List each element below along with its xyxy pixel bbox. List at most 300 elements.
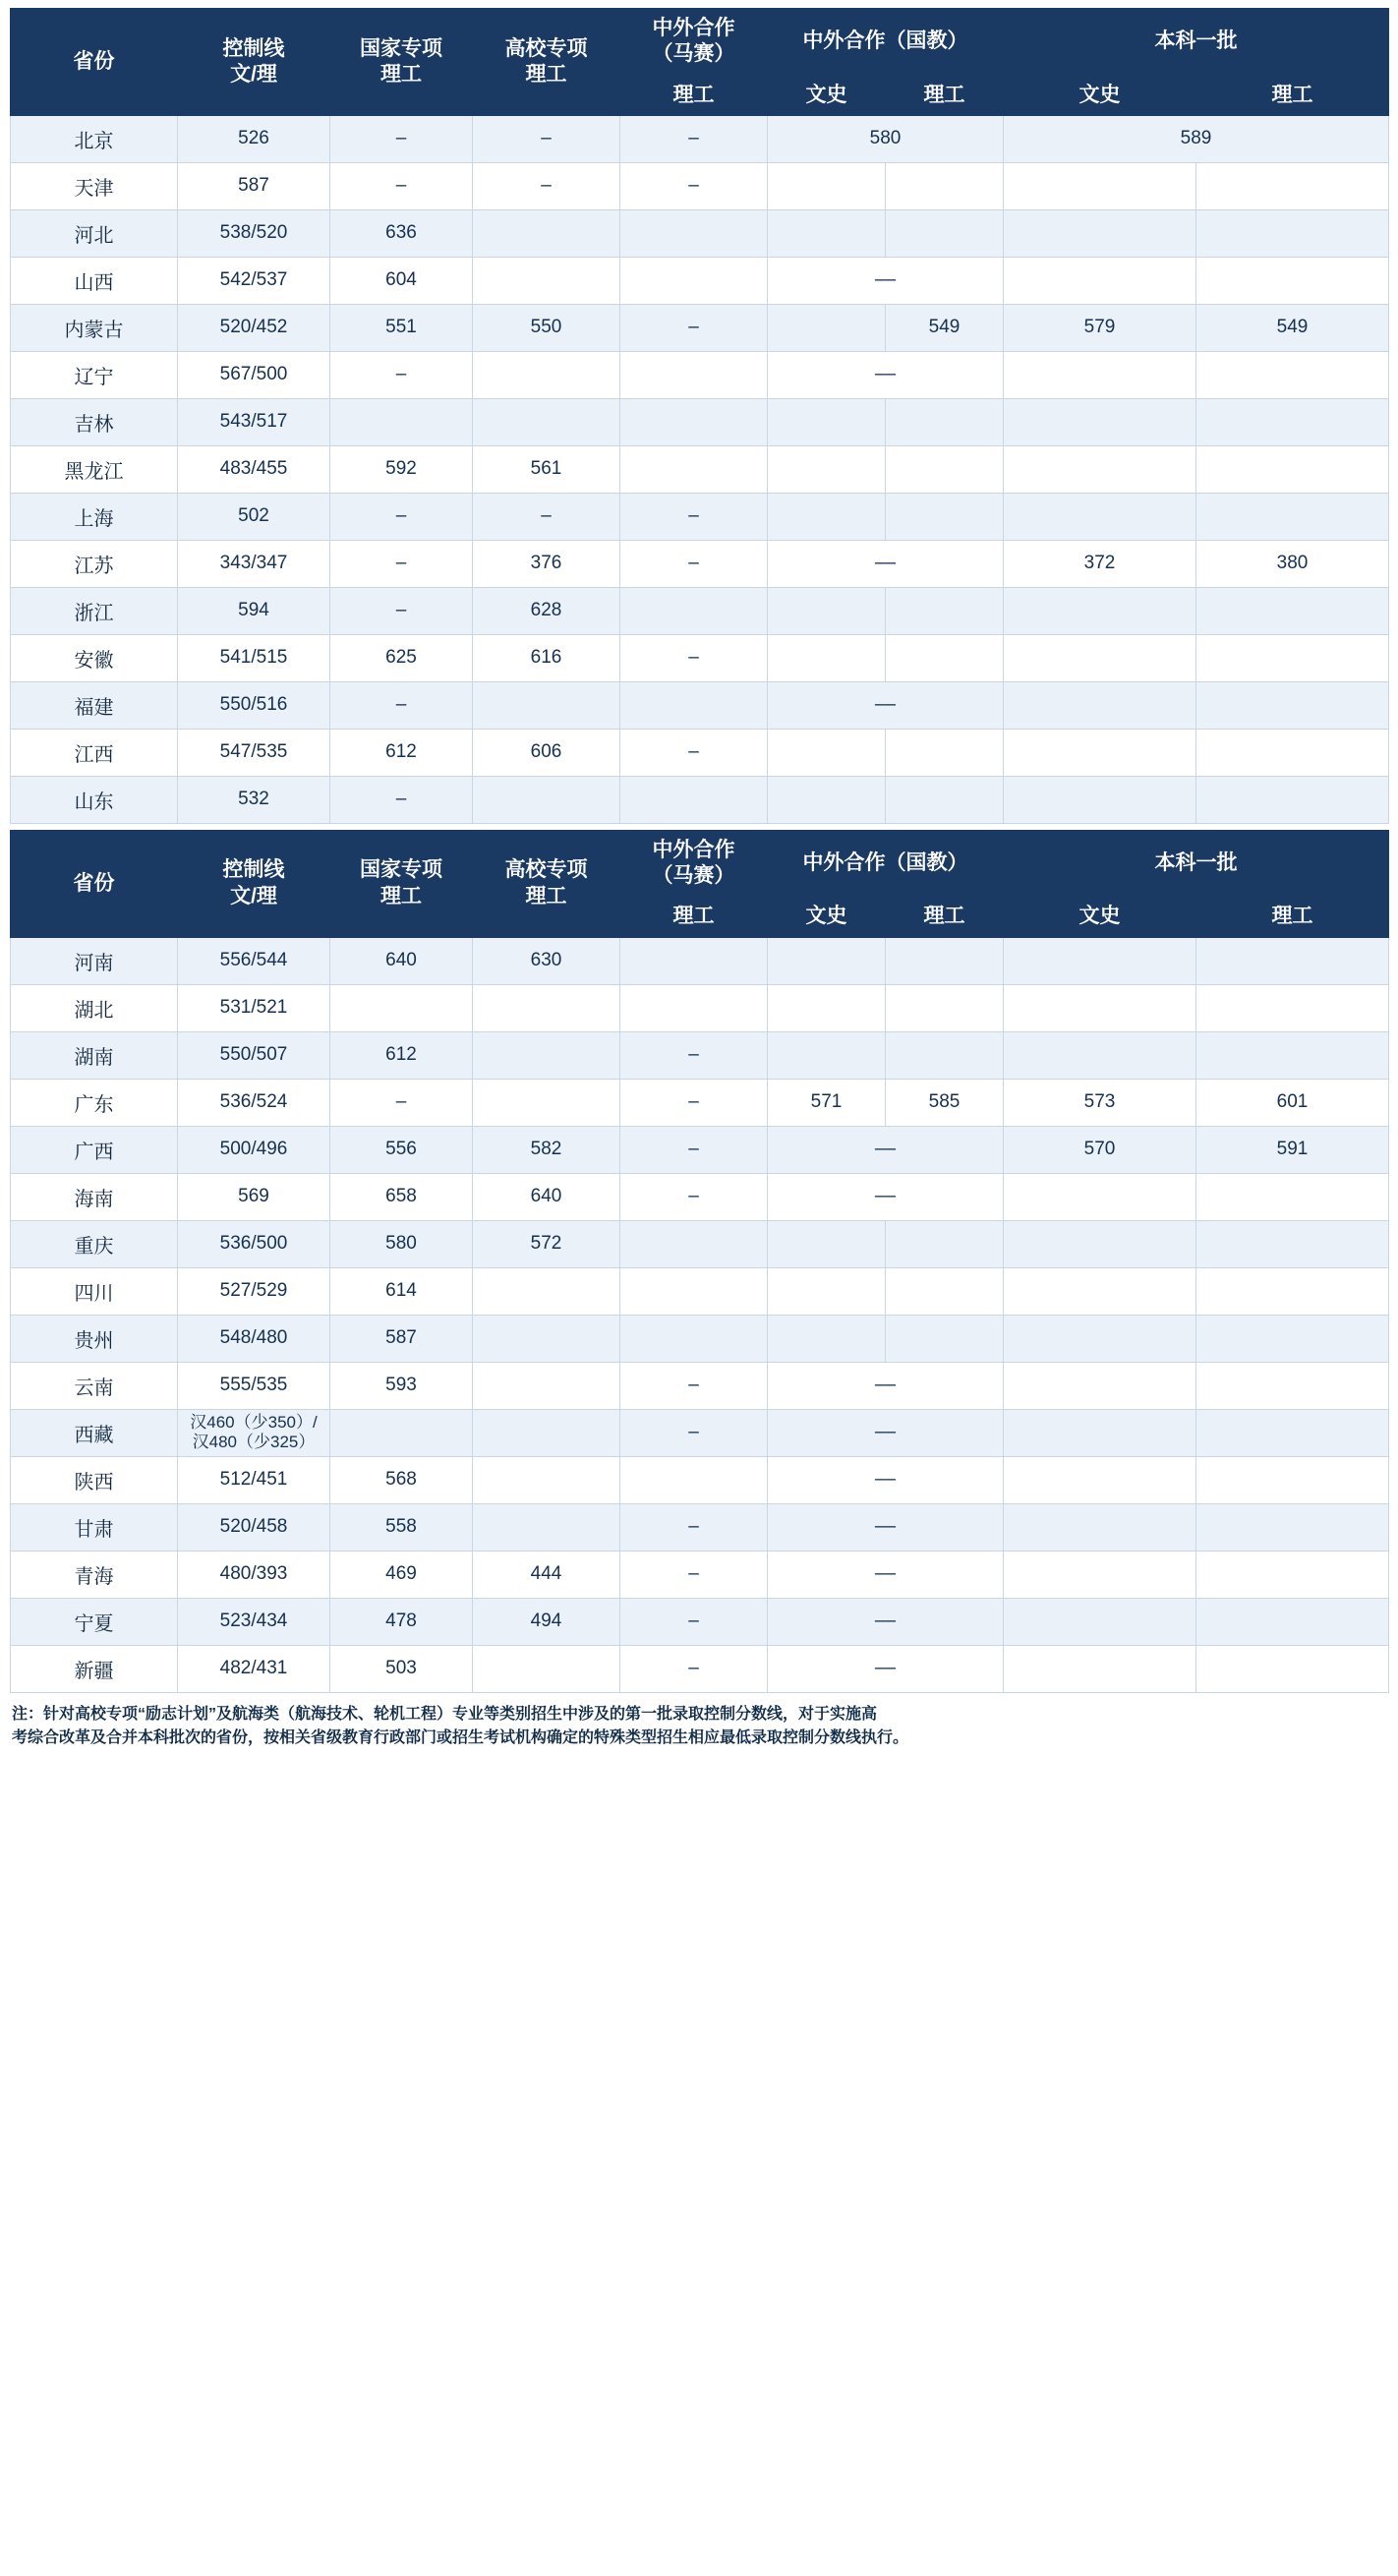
header-national-special-2 — [330, 830, 473, 937]
cell-university-special — [473, 984, 620, 1031]
cell-coop-marseille — [620, 937, 768, 984]
cell-coop-marseille: – — [620, 1031, 768, 1079]
cell-control-line: 542/537 — [178, 257, 330, 304]
header-control-line-line2: 文/理 — [230, 62, 277, 86]
cell-control-line: 538/520 — [178, 209, 330, 257]
cell-coop-guojiao-merged: –– — [768, 1409, 1004, 1456]
header-coop-marseille-2-line2: （马赛） — [652, 864, 735, 887]
header-national-special-line1: 国家专项 — [360, 36, 442, 60]
cell-national-special: 658 — [330, 1173, 473, 1220]
cell-coop-marseille: – — [620, 1598, 768, 1645]
header-coop-guojiao-wenshi: 文史 — [768, 75, 886, 115]
cell-province: 海南 — [11, 1173, 178, 1220]
table-row — [11, 937, 1389, 984]
cell-control-line: 555/535 — [178, 1362, 330, 1409]
cell-university-special — [473, 257, 620, 304]
cell-university-special — [473, 1079, 620, 1126]
header-province-2: 省份 — [11, 830, 178, 937]
cell-coop-guojiao-wenshi — [768, 634, 886, 681]
cell-control-line: 536/524 — [178, 1079, 330, 1126]
admission-score-table-block2 — [10, 830, 1389, 1693]
cell-national-special — [330, 1409, 473, 1456]
cell-coop-guojiao-ligong — [886, 937, 1004, 984]
cell-national-special: – — [330, 587, 473, 634]
cell-control-line: 523/434 — [178, 1598, 330, 1645]
cell-province: 甘肃 — [11, 1503, 178, 1551]
cell-benke-ligong — [1196, 162, 1389, 209]
cell-coop-guojiao-wenshi — [768, 984, 886, 1031]
cell-national-special: 612 — [330, 1031, 473, 1079]
cell-benke-ligong — [1196, 776, 1389, 823]
table-row — [11, 1409, 1389, 1456]
header-coop-marseille-sub-2: 理工 — [620, 897, 768, 937]
cell-coop-marseille: – — [620, 540, 768, 587]
cell-control-line: 550/507 — [178, 1031, 330, 1079]
table-body-block1 — [11, 115, 1389, 823]
cell-benke-wenshi — [1004, 162, 1196, 209]
cell-benke-wenshi — [1004, 634, 1196, 681]
cell-university-special — [473, 1503, 620, 1551]
header-university-special-line2: 理工 — [525, 62, 567, 86]
cell-national-special: – — [330, 1079, 473, 1126]
cell-university-special: 376 — [473, 540, 620, 587]
cell-national-special: 640 — [330, 937, 473, 984]
cell-coop-marseille — [620, 587, 768, 634]
cell-benke-wenshi — [1004, 776, 1196, 823]
cell-coop-marseille — [620, 1456, 768, 1503]
cell-coop-guojiao-wenshi — [768, 162, 886, 209]
cell-university-special: 616 — [473, 634, 620, 681]
cell-coop-guojiao-merged: –– — [768, 351, 1004, 398]
header-coop-marseille — [620, 9, 768, 76]
cell-control-line: 594 — [178, 587, 330, 634]
header-university-special-2-line1: 高校专项 — [504, 858, 588, 882]
cell-coop-marseille — [620, 1315, 768, 1362]
cell-university-special: 550 — [473, 304, 620, 351]
header-coop-marseille-2-line1: 中外合作 — [652, 838, 735, 861]
header-national-special-2-line2: 理工 — [380, 884, 422, 907]
cell-national-special: – — [330, 540, 473, 587]
cell-control-line-part2: 汉480（少325） — [192, 1433, 316, 1451]
cell-control-line: 532 — [178, 776, 330, 823]
cell-control-line: 520/452 — [178, 304, 330, 351]
cell-coop-guojiao-merged: –– — [768, 1645, 1004, 1692]
cell-province: 四川 — [11, 1267, 178, 1315]
table-row — [11, 1551, 1389, 1598]
header-coop-marseille-2 — [620, 830, 768, 897]
header-coop-marseille-line1: 中外合作 — [652, 17, 735, 39]
header-university-special-2-line2: 理工 — [525, 884, 567, 907]
cell-coop-guojiao-ligong — [886, 1267, 1004, 1315]
cell-province: 河南 — [11, 937, 178, 984]
cell-benke-wenshi — [1004, 1456, 1196, 1503]
cell-coop-guojiao-merged: –– — [768, 1362, 1004, 1409]
table-row — [11, 445, 1389, 493]
cell-control-line: 520/458 — [178, 1503, 330, 1551]
cell-coop-guojiao-wenshi — [768, 445, 886, 493]
cell-control-line: 500/496 — [178, 1126, 330, 1173]
cell-coop-marseille: – — [620, 115, 768, 162]
cell-province: 广西 — [11, 1126, 178, 1173]
cell-university-special — [473, 209, 620, 257]
header-benke-first-2: 本科一批 — [1004, 830, 1389, 897]
cell-province: 江西 — [11, 729, 178, 776]
cell-control-line: 541/515 — [178, 634, 330, 681]
cell-national-special: 556 — [330, 1126, 473, 1173]
table-row — [11, 776, 1389, 823]
header-coop-marseille-sub: 理工 — [620, 75, 768, 115]
cell-benke-wenshi: 573 — [1004, 1079, 1196, 1126]
header-national-special-line2: 理工 — [380, 62, 422, 86]
cell-benke-ligong — [1196, 1409, 1389, 1456]
cell-province: 青海 — [11, 1551, 178, 1598]
cell-benke-ligong — [1196, 1220, 1389, 1267]
cell-university-special: 572 — [473, 1220, 620, 1267]
cell-benke-ligong — [1196, 1031, 1389, 1079]
cell-benke-ligong — [1196, 634, 1389, 681]
cell-benke-wenshi — [1004, 1551, 1196, 1598]
cell-province: 宁夏 — [11, 1598, 178, 1645]
cell-national-special: 604 — [330, 257, 473, 304]
cell-benke-ligong — [1196, 1173, 1389, 1220]
cell-benke-wenshi — [1004, 1267, 1196, 1315]
cell-coop-guojiao-ligong: 549 — [886, 304, 1004, 351]
cell-national-special: 551 — [330, 304, 473, 351]
cell-coop-guojiao-ligong — [886, 1220, 1004, 1267]
cell-benke-wenshi — [1004, 1173, 1196, 1220]
cell-control-line: 548/480 — [178, 1315, 330, 1362]
table-row — [11, 115, 1389, 162]
cell-benke-wenshi — [1004, 1503, 1196, 1551]
cell-control-line: 483/455 — [178, 445, 330, 493]
cell-province: 重庆 — [11, 1220, 178, 1267]
cell-national-special: – — [330, 681, 473, 729]
footnote-line-1: 注：针对高校专项“励志计划”及航海类（航海技术、轮机工程）专业等类别招生中涉及的第一批录取控制分数线，对于实施高 — [12, 1705, 878, 1723]
cell-coop-marseille: – — [620, 304, 768, 351]
cell-province: 安徽 — [11, 634, 178, 681]
cell-coop-guojiao-wenshi — [768, 209, 886, 257]
cell-national-special: – — [330, 776, 473, 823]
cell-coop-guojiao-wenshi — [768, 937, 886, 984]
cell-coop-guojiao-wenshi — [768, 493, 886, 540]
cell-province: 福建 — [11, 681, 178, 729]
cell-province: 浙江 — [11, 587, 178, 634]
cell-control-line: 502 — [178, 493, 330, 540]
cell-province: 北京 — [11, 115, 178, 162]
table-body-block2 — [11, 937, 1389, 1692]
cell-coop-guojiao-merged: –– — [768, 540, 1004, 587]
cell-university-special — [473, 1362, 620, 1409]
cell-benke-ligong — [1196, 729, 1389, 776]
cell-university-special — [473, 1456, 620, 1503]
cell-coop-guojiao-ligong — [886, 587, 1004, 634]
cell-benke-ligong — [1196, 1551, 1389, 1598]
cell-benke-wenshi — [1004, 1598, 1196, 1645]
table-row — [11, 587, 1389, 634]
cell-control-line: 531/521 — [178, 984, 330, 1031]
cell-university-special — [473, 1409, 620, 1456]
cell-university-special: 640 — [473, 1173, 620, 1220]
cell-control-line: 543/517 — [178, 398, 330, 445]
cell-benke-ligong — [1196, 398, 1389, 445]
cell-national-special: 558 — [330, 1503, 473, 1551]
cell-benke-wenshi: 372 — [1004, 540, 1196, 587]
cell-coop-marseille: – — [620, 1362, 768, 1409]
cell-national-special: – — [330, 493, 473, 540]
table-row — [11, 1362, 1389, 1409]
cell-university-special: 630 — [473, 937, 620, 984]
header-university-special-line1: 高校专项 — [504, 36, 588, 60]
header-benke-wenshi: 文史 — [1004, 75, 1196, 115]
cell-national-special: 503 — [330, 1645, 473, 1692]
admission-score-table-block1 — [10, 8, 1389, 824]
cell-benke-ligong — [1196, 587, 1389, 634]
cell-coop-guojiao-merged: –– — [768, 1503, 1004, 1551]
header-control-line-line1: 控制线 — [222, 36, 285, 60]
cell-coop-guojiao-wenshi — [768, 304, 886, 351]
header-national-special — [330, 9, 473, 116]
cell-benke-ligong — [1196, 351, 1389, 398]
cell-benke-wenshi — [1004, 398, 1196, 445]
cell-coop-marseille: – — [620, 1645, 768, 1692]
header-control-line-2-line2: 文/理 — [230, 884, 277, 907]
cell-province: 新疆 — [11, 1645, 178, 1692]
cell-province: 山东 — [11, 776, 178, 823]
cell-benke-ligong — [1196, 937, 1389, 984]
header-benke-ligong-2: 理工 — [1196, 897, 1389, 937]
table-row — [11, 162, 1389, 209]
cell-benke-ligong — [1196, 984, 1389, 1031]
cell-province: 广东 — [11, 1079, 178, 1126]
cell-control-line: 343/347 — [178, 540, 330, 587]
cell-national-special: 612 — [330, 729, 473, 776]
table-row — [11, 1079, 1389, 1126]
cell-control-line: 550/516 — [178, 681, 330, 729]
cell-benke-wenshi — [1004, 681, 1196, 729]
table-row — [11, 1173, 1389, 1220]
cell-benke-wenshi — [1004, 1409, 1196, 1456]
header-control-line-2-line1: 控制线 — [222, 858, 285, 882]
table-header-block2 — [11, 830, 1389, 937]
cell-benke-ligong: 549 — [1196, 304, 1389, 351]
cell-benke-ligong — [1196, 1598, 1389, 1645]
cell-national-special — [330, 398, 473, 445]
cell-benke-wenshi: 570 — [1004, 1126, 1196, 1173]
cell-control-line-part1: 汉460（少350）/ — [190, 1412, 318, 1432]
header-university-special — [473, 9, 620, 116]
cell-coop-marseille: – — [620, 162, 768, 209]
cell-benke-ligong — [1196, 681, 1389, 729]
cell-province: 湖北 — [11, 984, 178, 1031]
cell-coop-guojiao-wenshi — [768, 1031, 886, 1079]
cell-coop-guojiao-merged: 580 — [768, 115, 1004, 162]
table-row — [11, 1645, 1389, 1692]
cell-control-line: 547/535 — [178, 729, 330, 776]
table-row — [11, 493, 1389, 540]
cell-coop-guojiao-merged: –– — [768, 1551, 1004, 1598]
cell-control-line: 480/393 — [178, 1551, 330, 1598]
cell-national-special: 478 — [330, 1598, 473, 1645]
cell-coop-guojiao-ligong: 585 — [886, 1079, 1004, 1126]
cell-coop-marseille — [620, 984, 768, 1031]
cell-coop-guojiao-ligong — [886, 984, 1004, 1031]
cell-benke-wenshi — [1004, 937, 1196, 984]
header-national-special-2-line1: 国家专项 — [360, 858, 442, 882]
cell-control-line: 569 — [178, 1173, 330, 1220]
cell-benke-ligong — [1196, 1456, 1389, 1503]
header-control-line-2 — [178, 830, 330, 937]
cell-coop-marseille — [620, 257, 768, 304]
table-row — [11, 1503, 1389, 1551]
cell-province: 上海 — [11, 493, 178, 540]
cell-national-special: – — [330, 162, 473, 209]
cell-university-special: – — [473, 162, 620, 209]
cell-benke-wenshi: 579 — [1004, 304, 1196, 351]
table-row — [11, 398, 1389, 445]
cell-university-special: – — [473, 493, 620, 540]
header-coop-marseille-line2: （马赛） — [652, 42, 735, 66]
cell-coop-marseille — [620, 209, 768, 257]
cell-control-line: 527/529 — [178, 1267, 330, 1315]
cell-coop-guojiao-ligong — [886, 209, 1004, 257]
cell-coop-guojiao-ligong — [886, 634, 1004, 681]
cell-benke-wenshi — [1004, 351, 1196, 398]
cell-coop-guojiao-wenshi — [768, 587, 886, 634]
cell-coop-marseille: – — [620, 729, 768, 776]
cell-coop-guojiao-ligong — [886, 493, 1004, 540]
cell-benke-wenshi — [1004, 1031, 1196, 1079]
cell-coop-guojiao-ligong — [886, 398, 1004, 445]
cell-coop-guojiao-merged: –– — [768, 257, 1004, 304]
header-benke-wenshi-2: 文史 — [1004, 897, 1196, 937]
cell-coop-marseille — [620, 776, 768, 823]
header-benke-first: 本科一批 — [1004, 9, 1389, 76]
cell-benke-ligong — [1196, 209, 1389, 257]
cell-province: 辽宁 — [11, 351, 178, 398]
cell-control-line: 482/431 — [178, 1645, 330, 1692]
cell-national-special: 580 — [330, 1220, 473, 1267]
table-footnote — [10, 1703, 1388, 1752]
cell-coop-guojiao-ligong — [886, 445, 1004, 493]
table-row — [11, 729, 1389, 776]
cell-coop-guojiao-ligong — [886, 162, 1004, 209]
cell-province: 西藏 — [11, 1409, 178, 1456]
cell-university-special: 494 — [473, 1598, 620, 1645]
cell-province: 黑龙江 — [11, 445, 178, 493]
cell-coop-marseille: – — [620, 493, 768, 540]
cell-coop-marseille — [620, 1267, 768, 1315]
cell-national-special: 625 — [330, 634, 473, 681]
header-coop-guojiao-ligong-2: 理工 — [886, 897, 1004, 937]
cell-benke-wenshi — [1004, 1220, 1196, 1267]
cell-coop-marseille: – — [620, 1503, 768, 1551]
table-row — [11, 1315, 1389, 1362]
cell-coop-guojiao-wenshi — [768, 776, 886, 823]
cell-benke-ligong — [1196, 1267, 1389, 1315]
cell-national-special — [330, 984, 473, 1031]
cell-control-line: 567/500 — [178, 351, 330, 398]
cell-benke-ligong — [1196, 1645, 1389, 1692]
cell-coop-guojiao-merged: –– — [768, 1126, 1004, 1173]
footnote-line-2: 考综合改革及合并本科批次的省份，按相关省级教育行政部门或招生考试机构确定的特殊类型招生相应最低录取控制分数线执行。 — [12, 1729, 909, 1747]
table-row — [11, 634, 1389, 681]
table-row — [11, 540, 1389, 587]
cell-benke-ligong — [1196, 445, 1389, 493]
cell-coop-guojiao-wenshi: 571 — [768, 1079, 886, 1126]
header-coop-guojiao-wenshi-2: 文史 — [768, 897, 886, 937]
table-header-block1 — [11, 9, 1389, 116]
cell-benke-wenshi — [1004, 984, 1196, 1031]
cell-province: 湖南 — [11, 1031, 178, 1079]
cell-province: 江苏 — [11, 540, 178, 587]
table-row — [11, 1267, 1389, 1315]
table-row — [11, 351, 1389, 398]
table-row — [11, 1031, 1389, 1079]
cell-province: 云南 — [11, 1362, 178, 1409]
header-control-line — [178, 9, 330, 116]
cell-control-line: 526 — [178, 115, 330, 162]
cell-benke-wenshi — [1004, 1362, 1196, 1409]
cell-university-special — [473, 1315, 620, 1362]
table-row — [11, 984, 1389, 1031]
cell-coop-guojiao-merged: –– — [768, 1456, 1004, 1503]
cell-benke-ligong — [1196, 1503, 1389, 1551]
cell-coop-marseille — [620, 681, 768, 729]
cell-control-line: 512/451 — [178, 1456, 330, 1503]
header-coop-guojiao-ligong: 理工 — [886, 75, 1004, 115]
cell-control-line: 587 — [178, 162, 330, 209]
cell-university-special — [473, 351, 620, 398]
cell-benke-wenshi — [1004, 493, 1196, 540]
cell-coop-guojiao-merged: –– — [768, 1598, 1004, 1645]
cell-coop-guojiao-merged: –– — [768, 681, 1004, 729]
table-row — [11, 1598, 1389, 1645]
cell-control-line — [178, 1409, 330, 1456]
cell-control-line: 536/500 — [178, 1220, 330, 1267]
cell-province: 内蒙古 — [11, 304, 178, 351]
cell-national-special: – — [330, 115, 473, 162]
cell-coop-marseille: – — [620, 1126, 768, 1173]
cell-national-special: 636 — [330, 209, 473, 257]
cell-benke-wenshi — [1004, 209, 1196, 257]
cell-national-special: 469 — [330, 1551, 473, 1598]
table-row — [11, 1456, 1389, 1503]
table-row — [11, 304, 1389, 351]
cell-coop-marseille: – — [620, 1551, 768, 1598]
table-row — [11, 209, 1389, 257]
cell-benke-ligong: 601 — [1196, 1079, 1389, 1126]
cell-benke-ligong — [1196, 1362, 1389, 1409]
cell-benke-wenshi — [1004, 445, 1196, 493]
cell-coop-marseille — [620, 1220, 768, 1267]
header-coop-guojiao-2: 中外合作（国教） — [768, 830, 1004, 897]
cell-benke-wenshi — [1004, 1315, 1196, 1362]
cell-university-special: 628 — [473, 587, 620, 634]
table-row — [11, 257, 1389, 304]
cell-coop-marseille: – — [620, 1409, 768, 1456]
cell-coop-guojiao-wenshi — [768, 398, 886, 445]
cell-university-special — [473, 1645, 620, 1692]
cell-coop-guojiao-wenshi — [768, 729, 886, 776]
cell-university-special: 561 — [473, 445, 620, 493]
cell-benke-ligong — [1196, 493, 1389, 540]
table-row — [11, 1220, 1389, 1267]
cell-coop-guojiao-merged: –– — [768, 1173, 1004, 1220]
cell-benke-ligong — [1196, 257, 1389, 304]
header-province: 省份 — [11, 9, 178, 116]
cell-national-special: 614 — [330, 1267, 473, 1315]
cell-university-special — [473, 1031, 620, 1079]
